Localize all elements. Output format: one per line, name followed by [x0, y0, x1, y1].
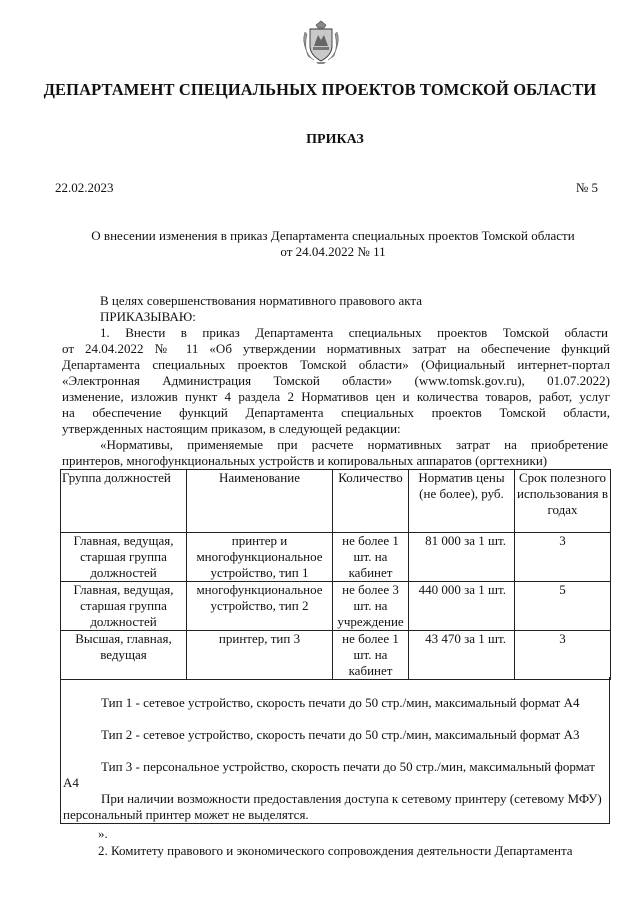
order-number: № 5 — [575, 180, 598, 195]
quote-line: принтеров, многофункциональных устройств и копировальных аппаратов (оргтехники) — [62, 453, 548, 468]
cell-qty: не более 3 шт. на учреждение — [333, 582, 409, 631]
cell-group: Главная, ведущая, старшая группа должностей — [61, 533, 187, 582]
item1-line: «Электронная Администрация Томской области» (www.tomsk.gov.ru), 01.07.2022) — [62, 373, 610, 388]
header-name: Наименование — [187, 470, 333, 533]
subject-line-1: О внесении изменения в приказ Департамента специальных проектов Томской области — [91, 228, 575, 243]
cell-term: 3 — [515, 533, 611, 582]
table-row — [61, 631, 611, 680]
subject-line-2: от 24.04.2022 № 11 — [280, 244, 386, 259]
item1-line: 1. Внести в приказ Департамента специальных проектов Томской области — [100, 325, 608, 340]
order-subject — [55, 228, 611, 260]
norms-table — [60, 469, 611, 680]
purpose-text: В целях совершенствования нормативного правового акта — [100, 293, 423, 308]
item2-text: 2. Комитету правового и экономического сопровождения деятельности Департамента — [98, 843, 573, 858]
quote-line: «Нормативы, применяемые при расчете нормативных затрат на приобретение — [100, 437, 608, 452]
item1-line: Департамента специальных проектов Томской области» (Официальный интернет-портал — [62, 357, 610, 372]
quote-end: ». — [98, 826, 108, 841]
order-word: ПРИКАЗЫВАЮ: — [100, 309, 196, 324]
document-type: ПРИКАЗ — [306, 132, 364, 147]
table-row — [61, 582, 611, 631]
cell-term: 5 — [515, 582, 611, 631]
cell-group: Главная, ведущая, старшая группа должностей — [61, 582, 187, 631]
note-type3: Тип 3 - персональное устройство, скорость печати до 50 стр./мин, максимальный формат А4 — [63, 759, 595, 790]
cell-term: 3 — [515, 631, 611, 680]
note-network-printer: При наличии возможности предоставления доступа к сетевому принтеру (сетевому МФУ) персональный принтер может не выделятся. — [63, 791, 602, 822]
item1-line: на обеспечение функций Департамента специальных проектов Томской области, — [62, 405, 610, 420]
cell-name: принтер и многофункциональное устройство, тип 1 — [187, 533, 333, 582]
cell-name: многофункциональное устройство, тип 2 — [187, 582, 333, 631]
header-group: Группа должностей — [61, 470, 187, 533]
note-type1: Тип 1 - сетевое устройство, скорость печати до 50 стр./мин, максимальный формат А4 — [101, 695, 580, 710]
order-date: 22.02.2023 — [55, 180, 114, 195]
cell-qty: не более 1 шт. на кабинет — [333, 631, 409, 680]
cell-qty: не более 1 шт. на кабинет — [333, 533, 409, 582]
table-header-row — [61, 470, 611, 533]
cell-price: 43 470 за 1 шт. — [409, 631, 515, 680]
note-type2: Тип 2 - сетевое устройство, скорость печати до 50 стр./мин, максимальный формат А3 — [101, 727, 580, 742]
cell-name: принтер, тип 3 — [187, 631, 333, 680]
cell-group: Высшая, главная, ведущая — [61, 631, 187, 680]
table-row — [61, 533, 611, 582]
item1-line: изменение, изложив пункт 4 раздела 2 Нормативов цен и количества товаров, работ, услуг — [62, 389, 610, 404]
item1-line: утвержденных настоящим приказом, в следующей редакции: — [62, 421, 401, 436]
item1-line: от 24.04.2022 № 11 «Об утверждении нормативных затрат на обеспечение функций — [62, 341, 610, 356]
cell-price: 81 000 за 1 шт. — [409, 533, 515, 582]
header-price: Норматив цены (не более), руб. — [409, 470, 515, 533]
header-term: Срок полезного использования в годах — [515, 470, 611, 533]
header-qty: Количество — [333, 470, 409, 533]
cell-price: 440 000 за 1 шт. — [409, 582, 515, 631]
coat-of-arms-emblem — [302, 20, 340, 64]
department-title: ДЕПАРТАМЕНТ СПЕЦИАЛЬНЫХ ПРОЕКТОВ ТОМСКОЙ ОБЛАСТИ — [43, 80, 597, 99]
table-notes — [60, 677, 610, 824]
